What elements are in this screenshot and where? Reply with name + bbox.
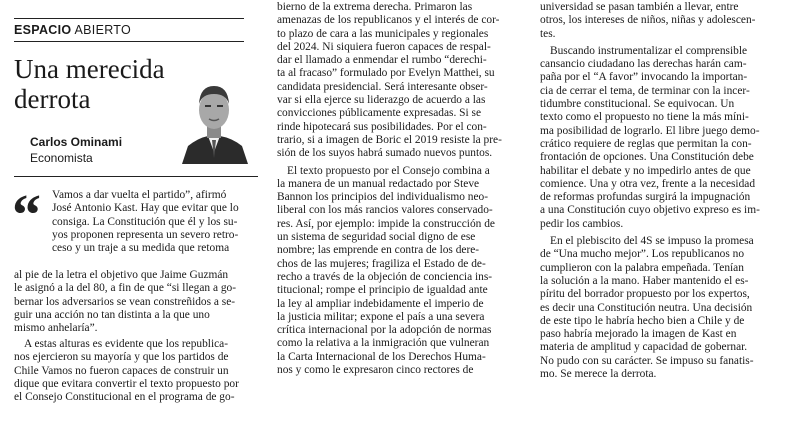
text-line: res. Así, por ejemplo: impide la construcción de	[277, 217, 495, 230]
text-line: le asignó a la del 80, a fin de que “si llegan a go-	[14, 282, 237, 295]
text-line: de reformas profundas surgirá la impugnación	[540, 191, 751, 204]
text-line: to plazo de cara a las municipales y regionales	[277, 27, 489, 40]
text-line: la Carta Internacional de los Derechos Huma-	[277, 350, 486, 363]
text-line: habilitar el debate y no impedirlo antes de que	[540, 164, 751, 177]
text-line: tidumbre constitucional. Se equivocan. Un	[540, 98, 735, 111]
text-line: la justicia militar; expone el país a una severa	[277, 310, 485, 323]
column1-paragraph-2	[14, 338, 258, 404]
text-line: Chile Vamos no fueron capaces de construir un	[14, 364, 229, 377]
section-label-rest: ABIERTO	[71, 23, 132, 37]
text-line: tes.	[540, 27, 556, 40]
column3-paragraph-2	[540, 45, 772, 231]
text-line: comience. Una y otra vez, frente a la necesidad	[540, 177, 756, 190]
text-line: la solución a la mano. Haber mantenido el es-	[540, 274, 749, 287]
text-line: sión de los suyos habrá sumado nuevos puntos.	[277, 147, 493, 160]
text-line: ta al fracaso” formulado por Evelyn Matthei, su	[277, 67, 495, 80]
text-line: No pudo con su carácter. Se impuso su fanatis-	[540, 354, 754, 367]
text-line: El texto propuesto por el Consejo combina a	[287, 164, 490, 177]
text-line: var si ella ejerce su liderazgo de acuerdo a las	[277, 94, 486, 107]
text-line: mismo anhelaría”.	[14, 322, 98, 335]
text-line: paña por el “A favor” invocando la importan-	[540, 71, 748, 84]
text-line: crítica internacional por la adopción de normas	[277, 324, 492, 337]
text-line: consiga. La Constitución que él y los su-	[52, 215, 238, 228]
text-line: pedir los cambios.	[540, 217, 624, 230]
column1-quote-lead	[52, 189, 258, 255]
text-line: es decir una Constitución neutra. Una decisión	[540, 301, 753, 314]
author-role: Economista	[30, 151, 93, 165]
column-2	[277, 1, 520, 377]
text-line: frontación de opciones. Una Constitución debe	[540, 151, 754, 164]
text-line: ceso y un traje a su medida que retoma	[52, 242, 230, 255]
article-title	[14, 54, 179, 114]
text-line: convicciones públicamente expresadas. Si se	[277, 107, 482, 120]
text-line: candidata presidencial. Será interesante obser-	[277, 80, 488, 93]
text-line: como la relativa a la inmigración que vulneran	[277, 337, 490, 350]
text-line: a una Constitución cuyo objetivo expreso es im-	[540, 204, 760, 217]
text-line: nos ejercieron su mayoría y que los partidos de	[14, 351, 229, 364]
text-line: amenazas de los republicanos y el interés de cor-	[277, 14, 500, 27]
text-line: mo. Se merece la derrota.	[540, 368, 657, 381]
column3-paragraph-1	[540, 1, 772, 41]
text-line: rinde hipotecará sus posibilidades. Por el con-	[277, 120, 487, 133]
text-line: bernar los adversarios se vean constreñidos a se-	[14, 295, 236, 308]
title-line: derrota	[14, 84, 91, 114]
text-line: cansancio ciudadano las derechas harán cam-	[540, 58, 747, 71]
author-name: Carlos Ominami	[30, 135, 123, 149]
text-line: cia de cerrar el tema, de terminar con la incer-	[540, 84, 750, 97]
text-line: otros, los intereses de niños, niñas y adolescen-	[540, 14, 756, 27]
text-line: de este tipo le habría hecho bien a Chile y de	[540, 314, 745, 327]
text-line: el Consejo Constitucional en el programa de go-	[14, 391, 235, 404]
text-line: crático requiere de reglas que permitan la con-	[540, 137, 752, 150]
author-byline	[30, 134, 122, 166]
text-line: universidad se pasan también a llevar, entre	[540, 1, 739, 13]
section-label-bold: ESPACIO	[14, 23, 72, 37]
text-line: la ley al ampliar indebidamente el imperio de	[277, 297, 484, 310]
text-line: José Antonio Kast. Hay que evitar que lo	[52, 202, 239, 215]
text-line: un sistema de seguridad social digno de ese	[277, 231, 476, 244]
text-line: bierno de la extrema derecha. Primaron las	[277, 1, 473, 13]
text-line: Bannon los principios del individualismo neo-	[277, 191, 489, 204]
text-line: chos de las mujeres; fragiliza el Estado de de-	[277, 257, 486, 270]
text-line: paso habría mejorado la imagen de Kast en	[540, 328, 737, 341]
text-line: ma posibilidad de lograrlo. El libre juego demo-	[540, 124, 760, 137]
text-line: al pie de la letra el objetivo que Jaime Guzmán	[14, 269, 229, 281]
header-divider	[14, 176, 258, 177]
title-line: Una merecida	[14, 54, 165, 84]
text-line: En el plebiscito del 4S se impuso la promesa	[550, 235, 754, 248]
column-3	[540, 1, 772, 381]
text-line: texto como el propuesto no tiene la más míni-	[540, 111, 749, 124]
text-line: recho a través de la objeción de conciencia ins-	[277, 270, 493, 283]
author-portrait	[178, 72, 250, 164]
text-line: la manera de un manual redactado por Steve	[277, 177, 480, 190]
text-line: nombre; las emprende en contra de los dere-	[277, 244, 480, 257]
text-line: guir una acción no tan distinta a la que uno	[14, 308, 210, 321]
text-line: yos proponen representa un severo retro-	[52, 228, 239, 241]
text-line: trario, si a imagen de Boric el 2019 resiste la pre-	[277, 133, 502, 146]
text-line: cumplieron con la palabra empeñada. Tenían	[540, 261, 744, 274]
text-line: A estas alturas es evidente que los republica-	[24, 338, 229, 350]
column1-quote-rest	[14, 269, 258, 335]
column2-paragraph-1	[277, 1, 520, 161]
text-line: nos y como le expresaron cinco rectores de	[277, 364, 474, 377]
text-line: materia de amplitud y capacidad de gobernar.	[540, 341, 748, 354]
text-line: de “Una mucho mejor”. Los republicanos no	[540, 248, 745, 261]
section-header	[14, 18, 244, 42]
text-line: Buscando instrumentalizar el comprensible	[550, 44, 748, 57]
text-line: Vamos a dar vuelta el partido”, afirmó	[52, 189, 227, 201]
text-line: del 2024. Ni siquiera fueron capaces de respal-	[277, 40, 491, 53]
column3-paragraph-3	[540, 235, 772, 381]
text-line: dique que evitara convertir el texto propuesto por	[14, 377, 239, 390]
text-line: titucional; rompe el principio de igualdad ante	[277, 284, 488, 297]
quote-mark-icon: “	[12, 182, 41, 247]
text-line: liberal con los más rancios valores conservado-	[277, 204, 493, 217]
text-line: píritu del borrador propuesto por los expertos,	[540, 288, 750, 301]
text-line: dar el llamado a enmendar el rumbo “derechi-	[277, 54, 487, 67]
column2-paragraph-2	[277, 165, 520, 378]
